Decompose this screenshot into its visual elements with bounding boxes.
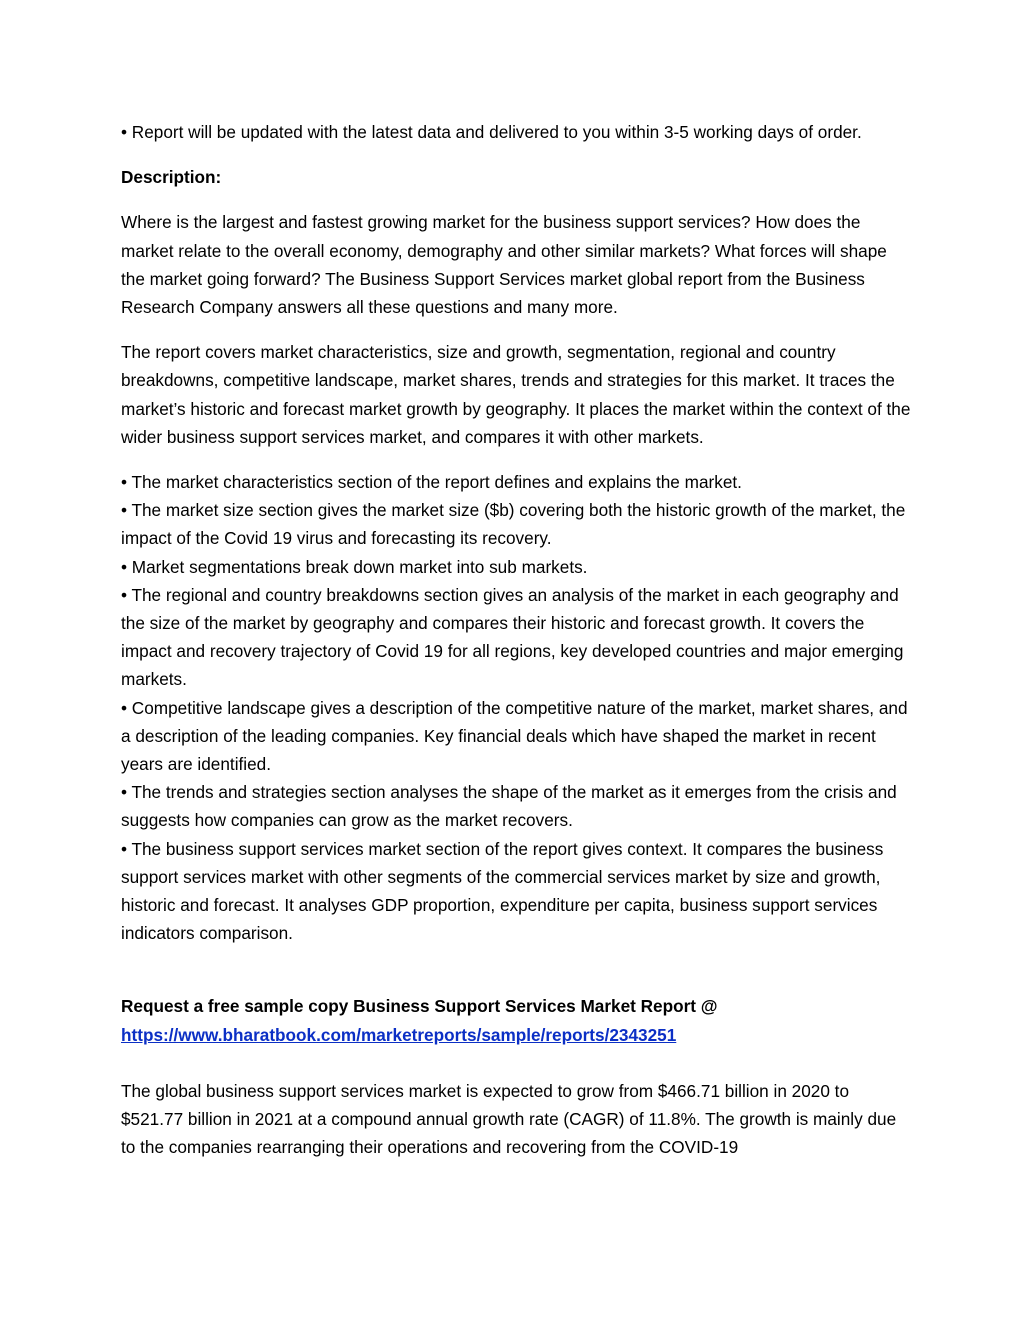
report-sections-list: [121, 468, 911, 947]
paragraph-market-growth: The global business support services market is expected to grow from $466.71 billion in 2020 to $521.77 billion in 2021 at a compound annual growth rate (CAGR) of 11.8%. The growth is mainly due to the companies rearranging their operations and recovering from the COVID-19: [121, 1080, 897, 1158]
document-page: [121, 118, 911, 1179]
list-item: • The regional and country breakdowns section gives an analysis of the market in each geography and the size of the market by geography and compares their historic and forecast growth. It covers the impact and recovery trajectory of Covid 19 for all regions, key developed countries and major emerging markets.: [121, 584, 904, 690]
intro-bullet: • Report will be updated with the latest data and delivered to you within 3-5 working days of order.: [121, 122, 862, 142]
sample-request-text: Request a free sample copy Business Support Services Market Report @: [121, 996, 718, 1017]
spacer: [121, 964, 911, 992]
list-item: • Competitive landscape gives a description of the competitive nature of the market, market shares, and a description of the leading companies. Key financial deals which have shaped the market in recent years are identified.: [121, 697, 908, 775]
list-item: • Market segmentations break down market into sub markets.: [121, 556, 588, 577]
list-item: • The trends and strategies section analyses the shape of the market as it emerges from the crisis and suggests how companies can grow as the market recovers.: [121, 782, 897, 831]
list-item: • The business support services market section of the report gives context. It compares the business support services market with other segments of the commercial services market by size and growth, historic and forecast. It analyses GDP proportion, expenditure per capita, business support services indicators comparison.: [121, 838, 884, 944]
paragraph-market-questions: Where is the largest and fastest growing market for the business support services? How does the market relate to the overall economy, demography and other similar markets? What forces will shape the market going forward? The Business Support Services market global report from the Business Research Company answers all these questions and many more.: [121, 212, 887, 318]
list-item: • The market size section gives the market size ($b) covering both the historic growth of the market, the impact of the Covid 19 virus and forecasting its recovery.: [121, 500, 906, 549]
sample-report-link[interactable]: https://www.bharatbook.com/marketreports/sample/reports/2343251: [121, 1024, 677, 1045]
paragraph-report-coverage: The report covers market characteristics, size and growth, segmentation, regional and country breakdowns, competitive landscape, market shares, trends and strategies for this market. It traces the market’s historic and forecast market growth by geography. It places the market within the context of the wider business support services market, and compares it with other markets.: [121, 342, 911, 447]
description-heading: Description:: [121, 167, 222, 188]
sample-request-link-line: [121, 1021, 911, 1049]
list-item: • The market characteristics section of the report defines and explains the market.: [121, 472, 742, 493]
spacer: [121, 1066, 911, 1077]
